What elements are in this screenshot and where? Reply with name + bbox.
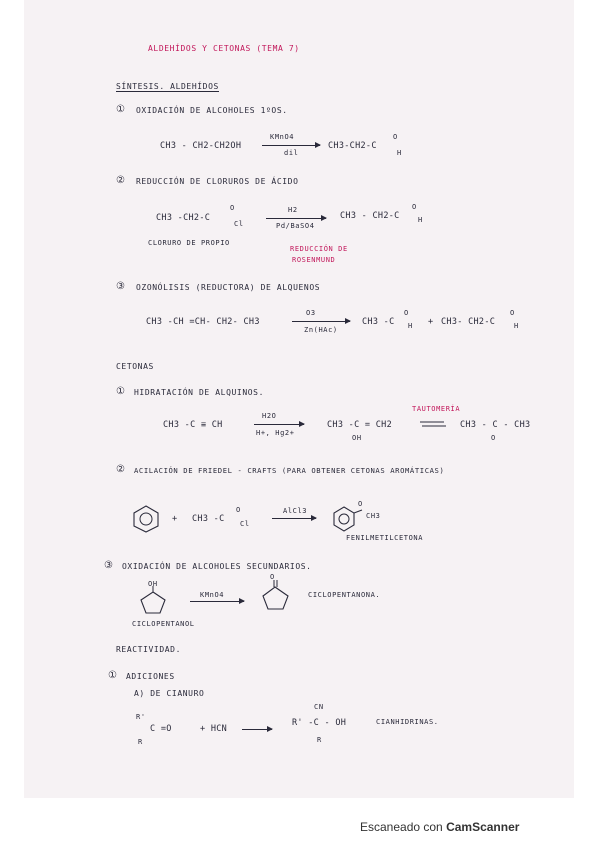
r1-product-label: CIANHIDRINAS. (376, 718, 439, 726)
c1-arrow (254, 424, 304, 425)
c1-enol: CH3 -C = CH2 (327, 420, 393, 430)
r1-title: ADICIONES (126, 672, 175, 681)
c3-reactant-label: CICLOPENTANOL (132, 620, 195, 628)
c3-title: OXIDACIÓN DE ALCOHOLES SECUNDARIOS. (122, 562, 312, 571)
s2-reaction-label-2: ROSENMUND (292, 256, 336, 264)
s1-product-h: H (397, 149, 402, 157)
c2-product-o: O (358, 500, 363, 508)
c1-number: ① (116, 386, 126, 397)
s3-reagent-bottom: Zn(HAc) (304, 326, 338, 334)
s3-product-2: CH3- CH2-C (441, 317, 496, 327)
c3-reagent: KMnO4 (200, 591, 225, 599)
c1-reagent-bottom: H+, Hg2+ (256, 429, 295, 437)
s2-title: REDUCCIÓN DE CLORUROS DE ÁCIDO (136, 177, 299, 186)
c2-reagent: CH3 -C (192, 514, 225, 524)
s3-product-1: CH3 -C (362, 317, 395, 327)
s3-product-1-h: H (408, 322, 413, 330)
s2-reactant: CH3 -CH2-C (156, 213, 211, 223)
r1-arrow (242, 729, 272, 730)
r1-product: R' -C - OH (292, 718, 347, 728)
reactividad-header: REACTIVIDAD. (116, 645, 181, 654)
cetonas-header: CETONAS (116, 362, 154, 371)
watermark-prefix: Escaneado con (360, 820, 447, 834)
s1-arrow (262, 145, 320, 146)
s1-product-o: O (393, 133, 398, 141)
benzene-ring-icon (132, 505, 160, 533)
s2-product: CH3 - CH2-C (340, 211, 400, 221)
c1-product: CH3 - C - CH3 (460, 420, 531, 430)
c3-reactant-oh: OH (148, 580, 158, 588)
c2-reagent-cl: Cl (240, 520, 250, 528)
s2-product-h: H (418, 216, 423, 224)
c1-tautomeria: TAUTOMERÍA (412, 405, 461, 413)
r1-product-cn: CN (314, 703, 324, 711)
scanner-watermark (360, 820, 519, 834)
r1-r-prime: R' (136, 713, 146, 721)
c2-arrow (272, 518, 316, 519)
cyclopentanol-ring-icon (138, 588, 168, 614)
c2-plus: + (172, 514, 178, 524)
s3-reactant: CH3 -CH =CH- CH2- CH3 (146, 317, 260, 327)
s2-reactant-o: O (230, 204, 235, 212)
page-title: ALDEHÍDOS Y CETONAS (TEMA 7) (148, 44, 300, 53)
s2-arrow (266, 218, 326, 219)
c1-reagent-top: H2O (262, 412, 277, 420)
s3-number: ③ (116, 281, 126, 292)
s3-title: OZONÓLISIS (REDUCTORA) DE ALQUENOS (136, 283, 321, 292)
watermark-brand: CamScanner (446, 820, 520, 834)
s2-number: ② (116, 175, 126, 186)
c3-number: ③ (104, 560, 114, 571)
s1-number: ① (116, 104, 126, 115)
c2-number: ② (116, 464, 126, 475)
r1-product-r: R (317, 736, 322, 744)
r1-plus-hcn: + HCN (200, 724, 228, 734)
c2-catalyst: AlCl3 (283, 507, 308, 515)
r1-number: ① (108, 670, 118, 681)
r1-r: R (138, 738, 143, 746)
s1-reagent-top: KMnO4 (270, 133, 295, 141)
s3-product-1-o: O (404, 309, 409, 317)
s2-reagent-bottom: Pd/BaSO4 (276, 222, 315, 230)
s1-reactant: CH3 - CH2-CH2OH (160, 141, 242, 151)
s3-product-2-h: H (514, 322, 519, 330)
s1-reagent-bottom: dil (284, 149, 299, 157)
s2-reactant-cl: Cl (234, 220, 244, 228)
s1-product: CH3-CH2-C (328, 141, 377, 151)
c1-title: HIDRATACIÓN DE ALQUINOS. (134, 388, 264, 397)
sintesis-header: SÍNTESIS. ALDEHÍDOS (116, 82, 219, 91)
cyclopentanone-ring-icon (260, 582, 292, 610)
r1-carbonyl: C =O (150, 724, 172, 734)
c2-product-label: FENILMETILCETONA (346, 534, 424, 542)
s3-product-2-o: O (510, 309, 515, 317)
s2-product-o: O (412, 203, 417, 211)
s2-reactant-label: CLORURO DE PROPIO (148, 239, 230, 247)
c1-reactant: CH3 -C ≡ CH (163, 420, 223, 430)
c3-arrow (190, 601, 244, 602)
c1-equilibrium-arrows (420, 419, 446, 429)
r1-subtitle: A) DE CIANURO (134, 689, 205, 698)
s3-arrow (292, 321, 350, 322)
c1-product-o: O (491, 434, 496, 442)
c3-product-label: CICLOPENTANONA. (308, 591, 381, 599)
s3-reagent-top: O3 (306, 309, 316, 317)
c2-title: ACILACIÓN DE FRIEDEL - CRAFTS (PARA OBTENER CETONAS AROMÁTICAS) (134, 466, 445, 475)
s1-title: OXIDACIÓN DE ALCOHOLES 1ºOS. (136, 106, 288, 115)
c3-product-o: O (270, 573, 275, 581)
scanned-notes-page (24, 0, 574, 798)
s2-reaction-label-1: REDUCCIÓN DE (290, 245, 348, 253)
c1-enol-oh: OH (352, 434, 362, 442)
c2-product-ch3: CH3 (366, 512, 381, 520)
c2-reagent-o: O (236, 506, 241, 514)
s3-plus: + (428, 317, 434, 327)
s2-reagent-top: H2 (288, 206, 298, 214)
